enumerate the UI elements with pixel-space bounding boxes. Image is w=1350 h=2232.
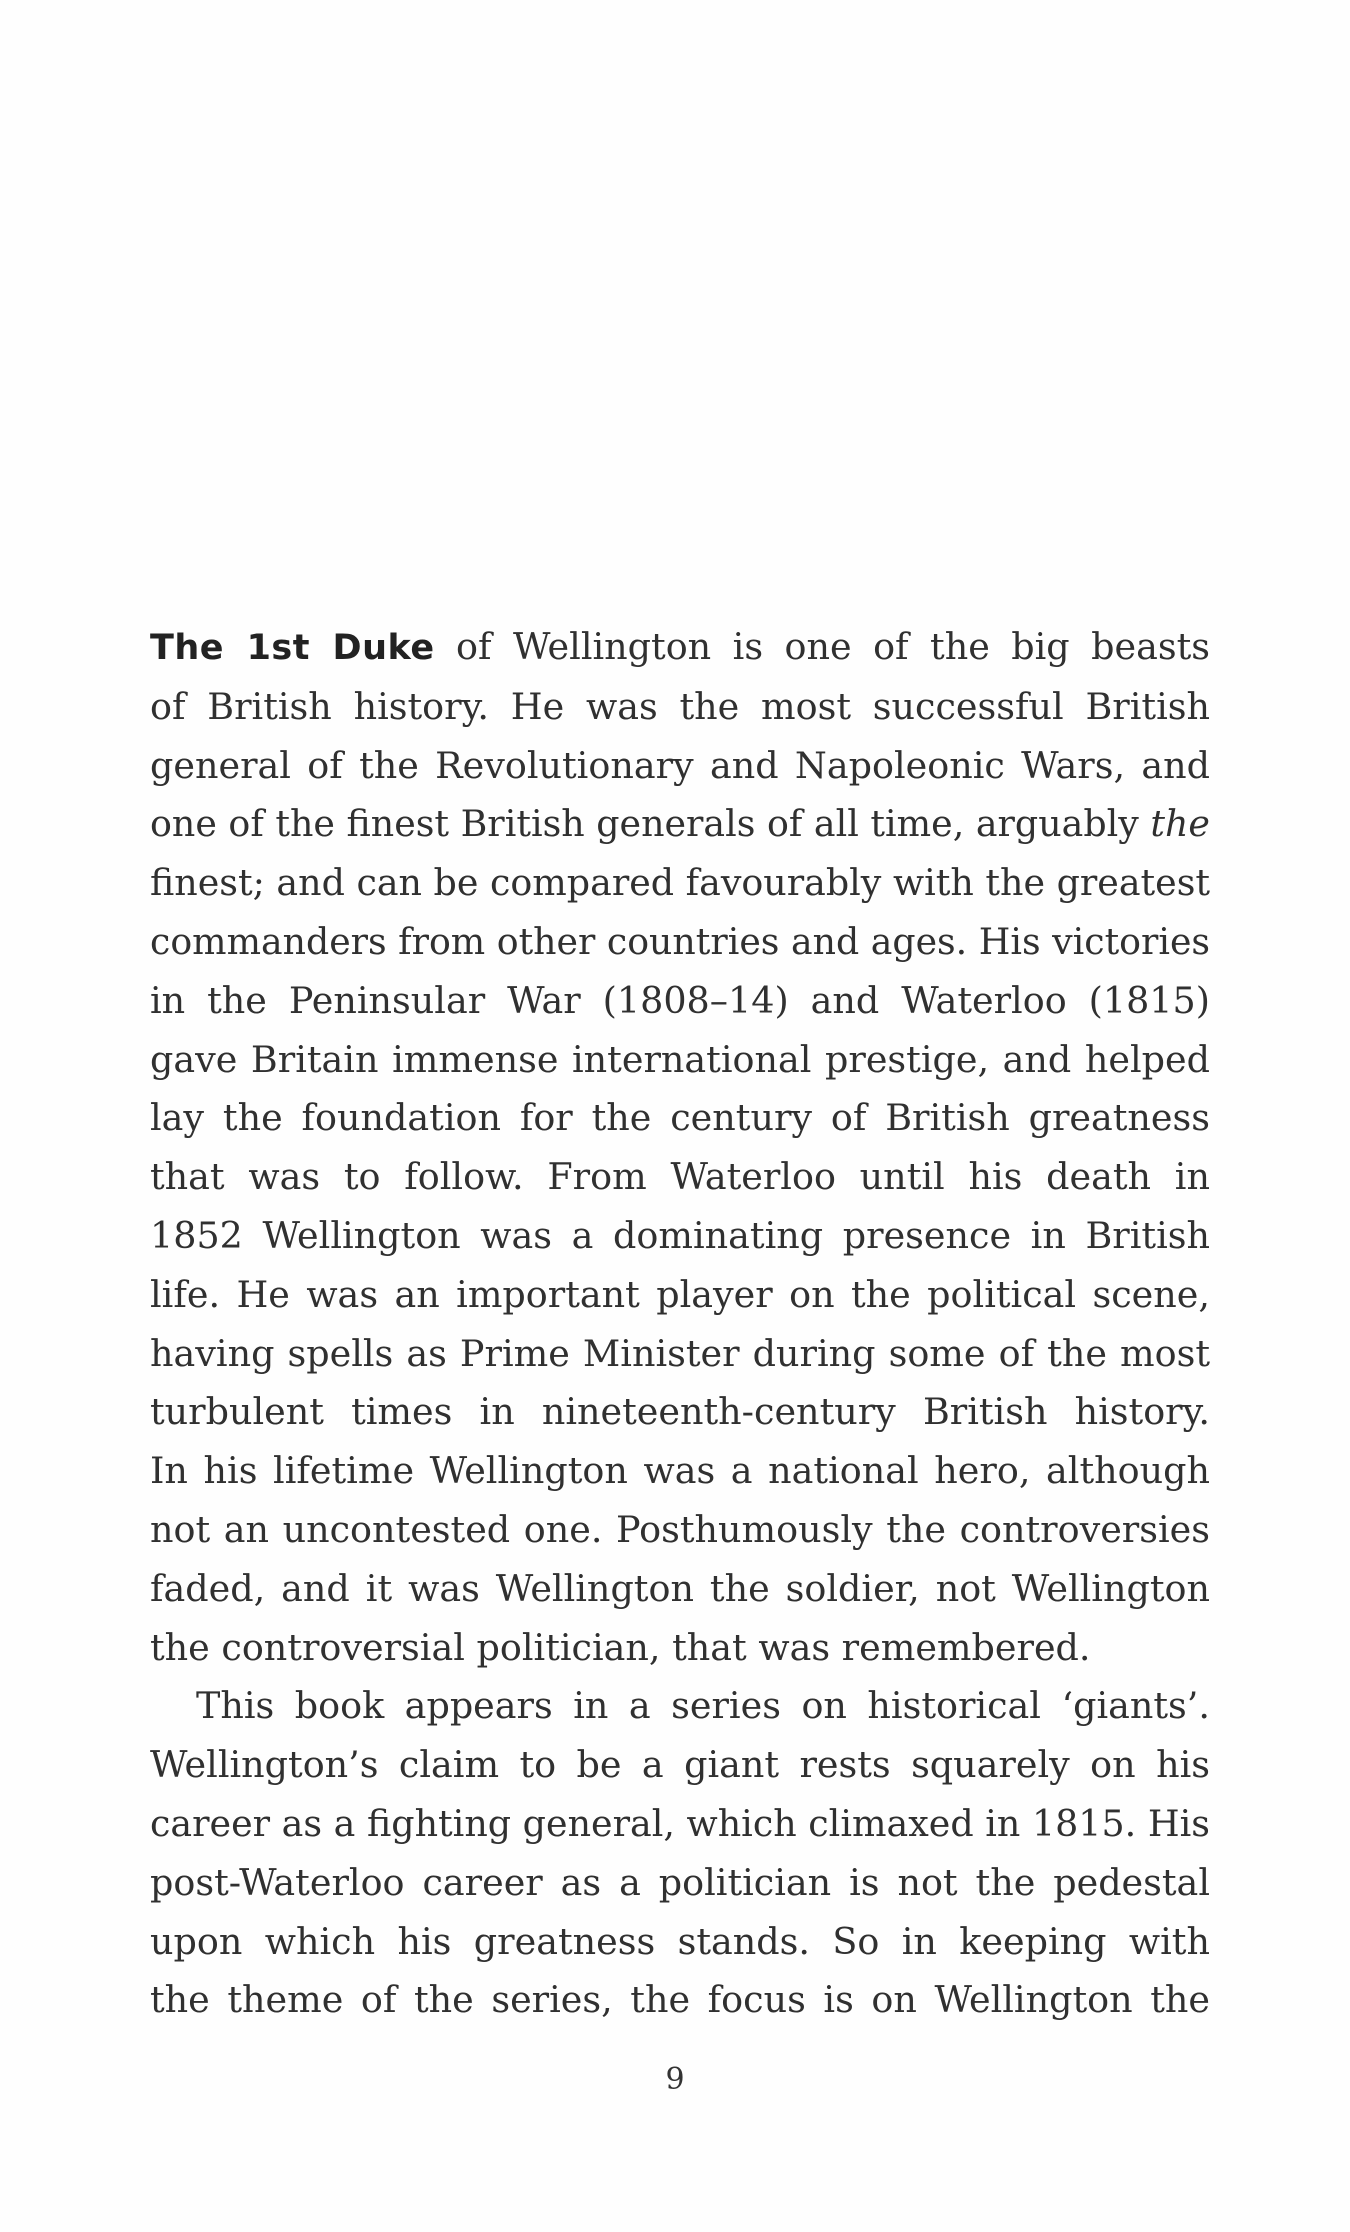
text-line: gave Britain immense international prestige, and helped bbox=[150, 1037, 1210, 1081]
text-line: turbulent times in nineteenth-century British history. bbox=[150, 1390, 1210, 1434]
text-line: having spells as Prime Minister during some of the most bbox=[150, 1331, 1210, 1375]
text-line: This book appears in a series on historical ‘giants’. bbox=[196, 1684, 1210, 1728]
text-line: Wellington’s claim to be a giant rests squarely on his bbox=[150, 1743, 1210, 1787]
text-span: of Wellington is one of the big beasts bbox=[434, 625, 1210, 668]
text-line: post-Waterloo career as a politician is not the pedestal bbox=[150, 1860, 1210, 1904]
text-span: one of the finest British generals of all time, arguably bbox=[150, 802, 1151, 846]
text-line: 1852 Wellington was a dominating presence in British bbox=[150, 1213, 1210, 1257]
text-line bbox=[150, 795, 1210, 854]
text-line: that was to follow. From Waterloo until his death in bbox=[150, 1155, 1210, 1199]
text-line: lay the foundation for the century of British greatness bbox=[150, 1096, 1210, 1140]
text-line: finest; and can be compared favourably with the greatest bbox=[150, 861, 1211, 905]
text-line: In his lifetime Wellington was a national hero, although bbox=[150, 1449, 1210, 1493]
text-line bbox=[150, 618, 1210, 678]
text-line: faded, and it was Wellington the soldier, not Wellington bbox=[150, 1566, 1210, 1610]
paragraph-1 bbox=[150, 618, 1210, 1677]
text-line: general of the Revolutionary and Napoleonic Wars, and bbox=[150, 743, 1210, 787]
text-line: of British history. He was the most successful British bbox=[150, 684, 1210, 728]
text-line: life. He was an important player on the political scene, bbox=[150, 1272, 1210, 1316]
page-number: 9 bbox=[665, 2062, 685, 2097]
lead-in-heading: The 1st Duke bbox=[150, 628, 435, 668]
body-text bbox=[150, 618, 1210, 2030]
paragraph-2 bbox=[150, 1677, 1210, 2030]
text-line: career as a fighting general, which climaxed in 1815. His bbox=[150, 1801, 1210, 1845]
emphasis-text: the bbox=[1150, 802, 1210, 846]
text-line: commanders from other countries and ages. His victories bbox=[150, 919, 1211, 963]
text-line: in the Peninsular War (1808–14) and Waterloo (1815) bbox=[150, 978, 1210, 1022]
text-line: the theme of the series, the focus is on Wellington the bbox=[150, 1978, 1210, 2022]
text-line: the controversial politician, that was remembered. bbox=[150, 1625, 1091, 1669]
text-line: not an uncontested one. Posthumously the controversies bbox=[150, 1507, 1210, 1551]
text-line: upon which his greatness stands. So in keeping with bbox=[150, 1919, 1210, 1963]
